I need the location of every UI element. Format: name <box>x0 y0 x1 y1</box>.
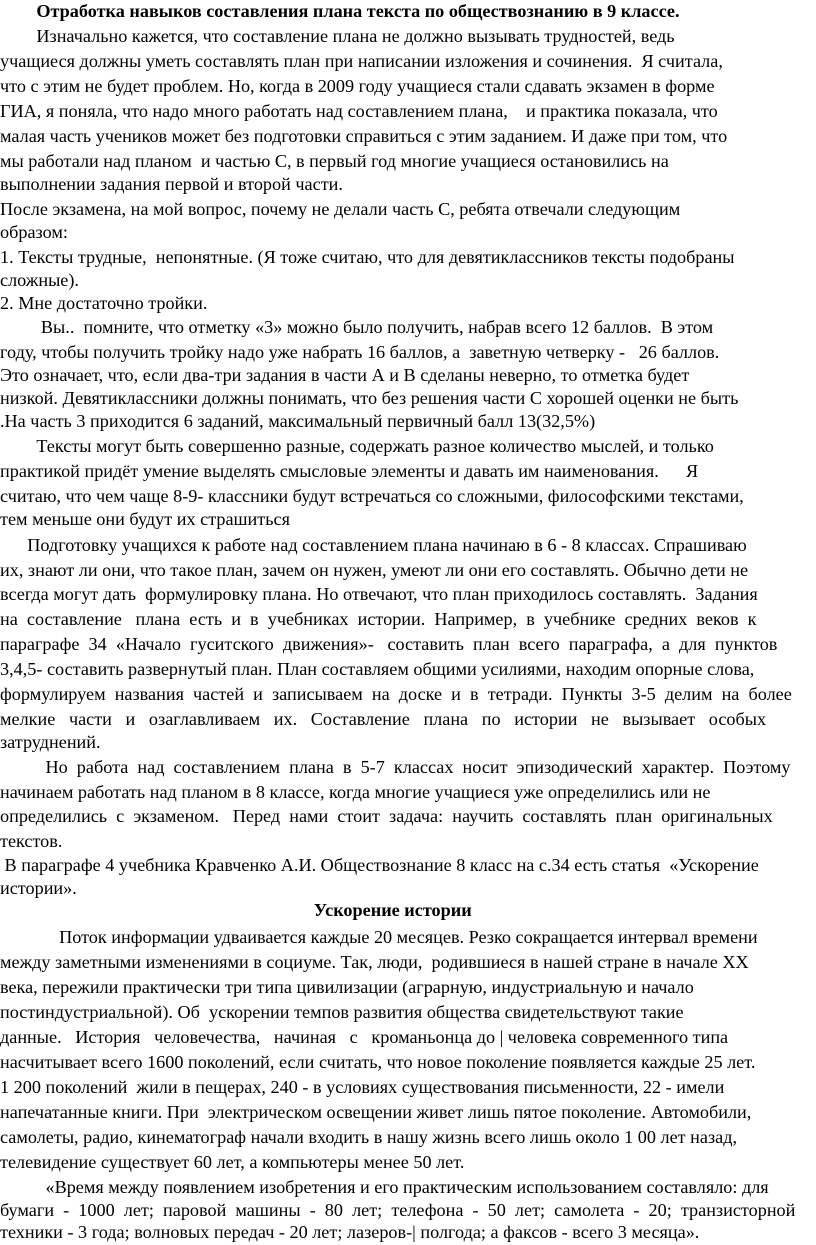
text-line: ГИА, я поняла, что надо много работать над составлением плана, и практика показала, что <box>0 101 718 121</box>
text-line: постиндустриальной). Об ускорении темпов развития общества свидетельствуют такие <box>0 1002 684 1022</box>
text-line: Это означает, что, если два-три задания в части А и В сделаны неверно, то отметка будет <box>0 365 690 385</box>
text-line: между заметными изменениями в социуме. Так, люди, родившиеся в нашей стране в начале XX <box>0 952 749 972</box>
text-line: практикой придёт умение выделять смысловые элементы и давать им наименования. Я <box>0 461 699 481</box>
text-line: тем меньше они будут их страшиться <box>0 509 290 529</box>
heading-line: Ускорение истории <box>0 900 472 920</box>
text-line: телевидение существует 60 лет, а компьютеры менее 50 лет. <box>0 1152 465 1172</box>
text-line: считаю, что чем чаще 8-9- классники будут встречаться со сложными, философскими текстами, <box>0 486 744 506</box>
text-line: В параграфе 4 учебника Кравченко А.И. Обществознание 8 класс на с.34 есть статья «Ускорение <box>0 855 759 875</box>
text-line: насчитывает всего 1600 поколений, если считать, что новое поколение появляется каждые 25 лет. <box>0 1052 756 1072</box>
text-line: текстов. <box>0 831 63 851</box>
text-line: истории». <box>0 878 77 898</box>
text-line: мелкие части и озаглавливаем их. Составление плана по истории не вызывает особых <box>0 709 767 729</box>
text-line: 1 200 поколений жили в пещерах, 240 - в условиях существования письменности, 22 - имели <box>0 1077 725 1097</box>
text-line: данные. История человечества, начиная с кроманьонца до | человека современного типа <box>0 1027 729 1047</box>
text-line: образом: <box>0 222 68 242</box>
text-line: Изначально кажется, что составление плана не должно вызывать трудностей, ведь <box>0 26 675 46</box>
text-line: Подготовку учащихся к работе над составлением плана начинаю в 6 - 8 классах. Спрашиваю <box>0 535 747 555</box>
text-line: мы работали над планом и частью С, в первый год многие учащиеся остановились на <box>0 151 669 171</box>
text-line: После экзамена, на мой вопрос, почему не делали часть С, ребята отвечали следующим <box>0 199 681 219</box>
text-line: Поток информации удваивается каждые 20 месяцев. Резко сокращается интервал времени <box>0 927 758 947</box>
text-line: 3,4,5- составить развернутый план. План составляем общими усилиями, находим опорные слова, <box>0 659 755 679</box>
text-line: «Время между появлением изобретения и его практическим использованием составляло: для <box>0 1177 769 1197</box>
text-line: всегда могут дать формулировку плана. Но отвечают, что план приходилось составлять. Задания <box>0 584 758 604</box>
text-line: затруднений. <box>0 732 101 752</box>
text-line: бумаги - 1000 лет; паровой машины - 80 лет; телефона - 50 лет; самолета - 20; транзисторной <box>0 1200 796 1220</box>
text-line: 2. Мне достаточно тройки. <box>0 293 208 313</box>
text-line: на составление плана есть и в учебниках истории. Например, в учебнике средних веков к <box>0 609 757 629</box>
text-line: века, пережили практически три типа цивилизации (аграрную, индустриальную и начало <box>0 977 694 997</box>
text-line: начинаем работать над планом в 8 классе, когда многие учащиеся уже определились или не <box>0 782 711 802</box>
text-line: Но работа над составлением плана в 5-7 классах носит эпизодический характер. Поэтому <box>0 757 791 777</box>
heading-line: Отработка навыков составления плана текста по обществознанию в 9 классе. <box>0 1 680 21</box>
text-line: Тексты могут быть совершенно разные, содержать разное количество мыслей, и только <box>0 436 714 456</box>
text-line: напечатанные книги. При электрическом освещении живет лишь пятое поколение. Автомобили, <box>0 1102 752 1122</box>
text-line: малая часть учеников может без подготовки справиться с этим заданием. И даже при том, что <box>0 126 728 146</box>
text-line: сложные). <box>0 270 79 290</box>
text-line: самолеты, радио, кинематограф начали входить в нашу жизнь всего лишь около 1 00 лет назад, <box>0 1127 737 1147</box>
text-line: техники - 3 года; волновых передач - 20 лет; лазеров-| полгода; а факсов - всего 3 месяца». <box>0 1222 700 1242</box>
text-line: году, чтобы получить тройку надо уже набрать 16 баллов, а заветную четверку - 26 баллов. <box>0 342 720 362</box>
text-line: выполнении задания первой и второй части. <box>0 174 343 194</box>
text-line: Вы.. помните, что отметку «3» можно было получить, набрав всего 12 баллов. В этом <box>0 317 714 337</box>
text-line: формулируем названия частей и записываем на доске и в тетради. Пункты 3-5 делим на более <box>0 684 792 704</box>
text-line: что с этим не будет проблем. Но, когда в 2009 году учащиеся стали сдавать экзамен в форме <box>0 76 715 96</box>
text-line: 1. Тексты трудные, непонятные. (Я тоже считаю, что для девятиклассников тексты подобраны <box>0 247 735 267</box>
text-line: учащиеся должны уметь составлять план при написании изложения и сочинения. Я считала, <box>0 51 723 71</box>
text-line: .На часть 3 приходится 6 заданий, максимальный первичный балл 13(32,5%) <box>0 411 596 431</box>
text-line: их, знают ли они, что такое план, зачем он нужен, умеют ли они его составлять. Обычно дети не <box>0 560 749 580</box>
text-line: определились с экзаменом. Перед нами стоит задача: научить составлять план оригинальных <box>0 806 773 826</box>
text-line: низкой. Девятиклассники должны понимать, что без решения части С хорошей оценки не быть <box>0 388 739 408</box>
text-line: параграфе 34 «Начало гуситского движения»- составить план всего параграфа, а для пунктов <box>0 634 778 654</box>
